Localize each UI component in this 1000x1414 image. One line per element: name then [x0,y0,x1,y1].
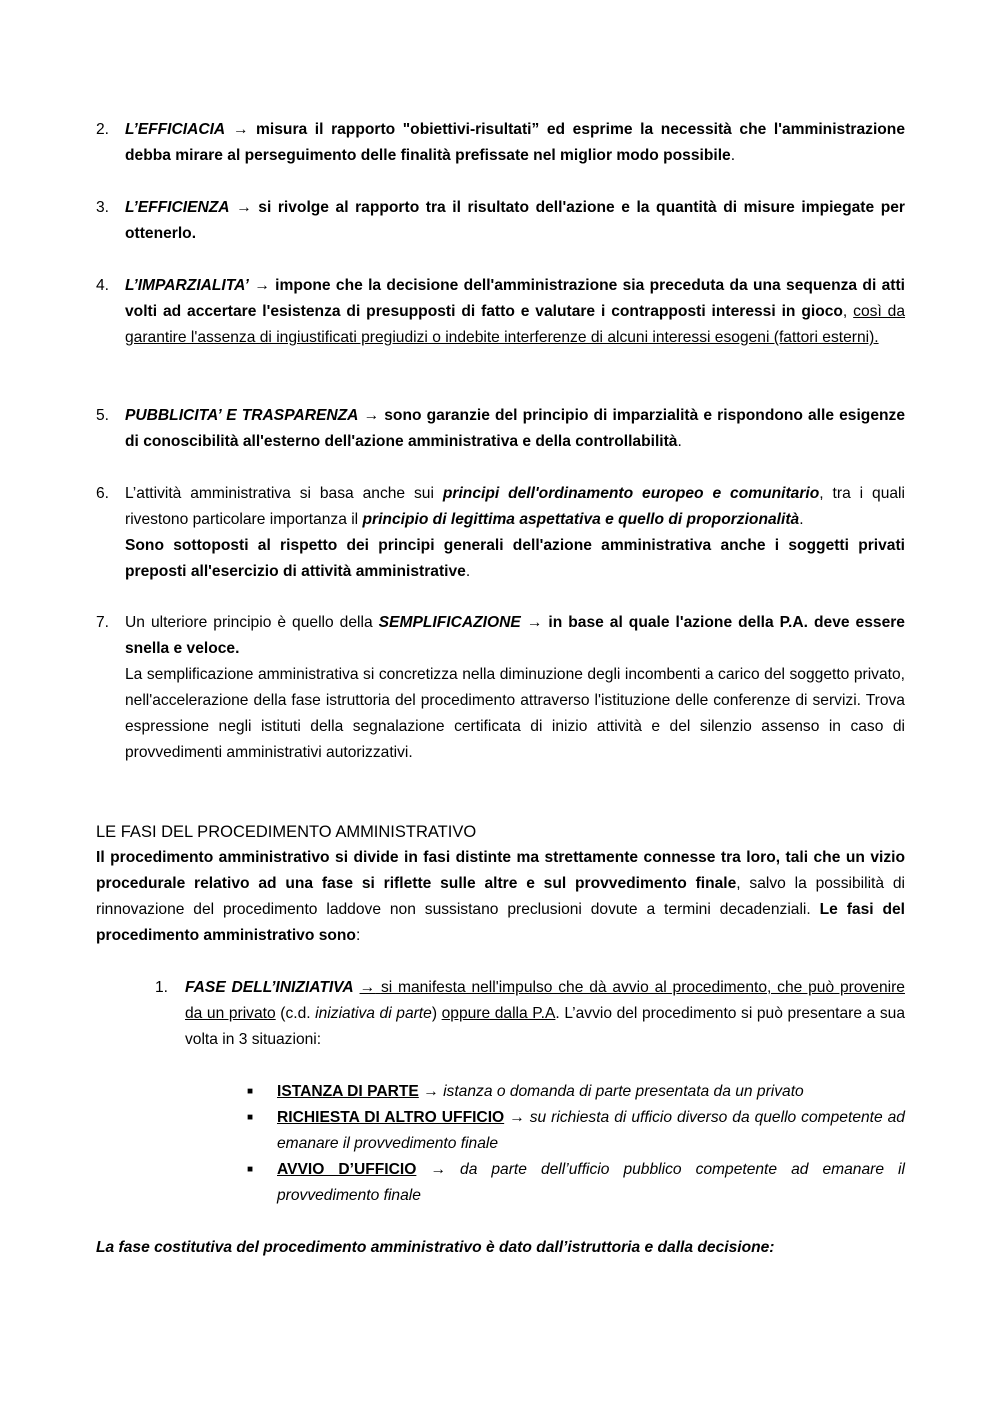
arrow-icon: → [254,277,270,294]
arrow-icon: → [232,121,249,138]
bullet-icon: ■ [247,1164,254,1175]
list-number: 5. [96,407,110,424]
term: L’EFFICIACIA [125,121,226,138]
list-number: 6. [96,485,110,502]
underlined-text: così da garantire l'assenza di ingiustificati pregiudizi o indebite interferenze di alcuni interessi esogeni (fattori esterni). [125,303,906,346]
arrow-icon: → [236,199,252,216]
bullet-icon: ■ [247,1112,254,1123]
bullet-avvio-ufficio: ■ AVVIO D’UFFICIO → da parte dell’ufficio pubblico competente ad emanare il provvedimento finale [247,1157,905,1209]
list-number: 4. [96,277,110,294]
list-item-semplificazione: 7. Un ulteriore principio è quello della SEMPLIFICAZIONE → in base al quale l'azione della P.A. deve essere snella e veloce. La semplificazione amministrativa si concretizza nella diminuzione degli incombenti a carico del soggetto privato, nell'accelerazione della fase istruttoria del procedimento attraverso l'istituzione delle conferenze di servizi. Trova espressione negli istituti della segnalazione certificata di inizio attività e del silenzio assenso in caso di provvedimenti amministrativi autorizzativi. [96,610,905,766]
list-item-pubblicita: 5. PUBBLICITA’ E TRASPARENZA → sono garanzie del principio di imparzialità e rispondono alle esigenze di conoscibilità all'esterno dell'azione amministrativa e della controllabilità. [96,403,905,455]
term: PUBBLICITA’ E TRASPARENZA [125,407,359,424]
list-number: 2. [96,121,110,138]
list-item-imparzialita: 4. L’IMPARZIALITA’ → impone che la decisione dell'amministrazione sia preceduta da una sequenza di atti volti ad accertare l'esistenza di presupposti di fatto e valutare i contrapposti interessi in gioco, così da garantire l'assenza di ingiustificati pregiudizi o indebite interferenze di alcuni interessi esogeni (fattori esterni). [96,273,905,351]
bullet-richiesta-altro-ufficio: ■ RICHIESTA DI ALTRO UFFICIO → su richiesta di ufficio diverso da quello competente ad emanare il provvedimento finale [247,1105,905,1157]
arrow-icon: → [430,1161,446,1178]
arrow-icon: → [526,614,543,631]
closing-line: La fase costitutiva del procedimento amministrativo è dato dall’istruttoria e dalla decisione: [96,1239,775,1256]
arrow-icon: → [423,1083,439,1100]
list-item-efficacia: 2. L’EFFICIACIA → misura il rapporto "obiettivi-risultati” ed esprime la necessità che l'amministrazione debba mirare al perseguimento delle finalità prefissate nel miglior modo possibile. [96,117,905,169]
arrow-icon: → [363,407,380,424]
arrow-icon: → [509,1109,525,1126]
list-item-principi-europei: 6. L’attività amministrativa si basa anche sui principi dell'ordinamento europeo e comunitario, tra i quali rivestono particolare importanza il principio di legittima aspettativa e quello di proporzionalità. Sono sottoposti al rispetto dei principi generali dell'azione amministrativa anche i soggetti privati preposti all'esercizio di attività amministrative. [96,481,905,585]
term: L’EFFICIENZA [125,199,230,216]
bullet-istanza-di-parte: ■ ISTANZA DI PARTE → istanza o domanda di parte presentata da un privato [247,1079,905,1105]
term: FASE DELL’INIZIATIVA [185,979,354,996]
phase-item-iniziativa: 1. FASE DELL’INIZIATIVA → si manifesta nell'impulso che dà avvio al procedimento, che può provenire da un privato (c.d. iniziativa di parte) oppure dalla P.A. L’avvio del procedimento si può presentare a sua volta in 3 situazioni: [155,975,905,1053]
bullet-icon: ■ [247,1086,254,1097]
item-text: sono garanzie del principio di imparzialità e rispondono alle esigenze di conoscibilità all'esterno dell'azione amministrativa e della controllabilità [125,407,905,450]
item-text: impone che la decisione dell'amministrazione sia preceduta da una sequenza di atti volti ad accertare l'esistenza di presupposti di fatto e valutare i contrapposti interessi in gioco [125,277,905,320]
list-number: 7. [96,614,110,631]
arrow-icon: → [359,979,376,996]
list-number: 3. [96,199,110,216]
term: L’IMPARZIALITA’ [125,277,249,294]
list-number: 1. [155,979,169,996]
item-text: si rivolge al rapporto tra il risultato dell'azione e la quantità di misure impiegate per ottenerlo. [125,199,905,242]
term: SEMPLIFICAZIONE [378,614,521,631]
section-heading: LE FASI DEL PROCEDIMENTO AMMINISTRATIVO [96,823,477,841]
list-item-efficienza [96,195,905,247]
item-text: misura il rapporto "obiettivi-risultati” ed esprime la necessità che l'amministrazione debba mirare al perseguimento delle finalità prefissate nel miglior modo possibile [125,121,905,164]
section-intro: Il procedimento amministrativo si divide in fasi distinte ma strettamente connesse tra loro, tali che un vizio procedurale relativo ad una fase si riflette sulle altre e sul provvedimento finale, salvo la possibilità di rinnovazione del procedimento laddove non sussistano preclusioni dovute a termini decadenziali. Le fasi del procedimento amministrativo sono: [96,849,905,944]
